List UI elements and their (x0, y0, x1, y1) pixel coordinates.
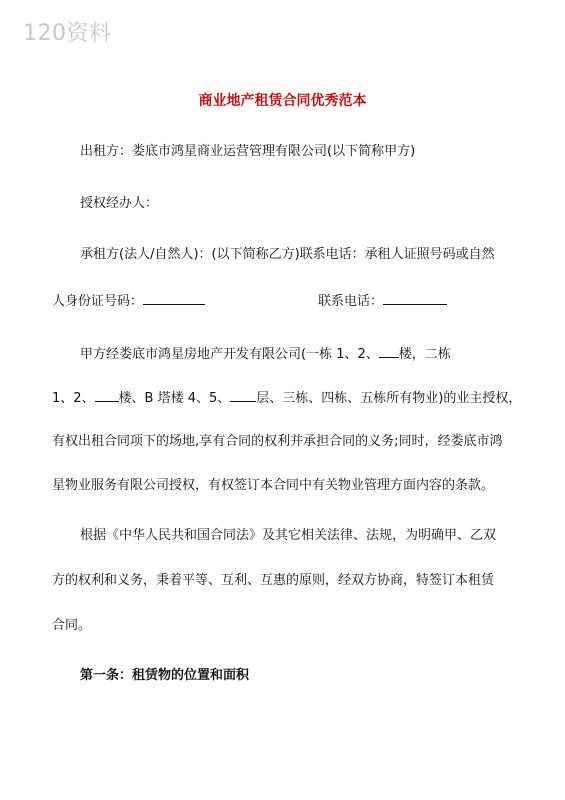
para2-line1: 根据《中华人民共和国合同法》及其它相关法律、法规，为明确甲、乙双 (80, 528, 497, 543)
para1-line1 (80, 344, 451, 364)
lessee-id-line (52, 291, 205, 311)
para2-line2: 方的权利和义务，秉着平等、互利、互惠的原则，经双方协商，特签订本租赁 (52, 573, 495, 588)
para1-text-b: 楼，二栋 (398, 347, 451, 362)
para1-line4: 星物业服务有限公司授权，有权签订本合同中有关物业管理方面内容的条款。 (52, 478, 495, 493)
para2-line3: 合同。 (52, 618, 92, 633)
lessor-line: 出租方：娄底市鸿星商业运营管理有限公司(以下简称甲方) (80, 144, 416, 159)
watermark-logo: 120资料 (23, 21, 112, 46)
building2-floor-blank (95, 388, 119, 402)
phone-label: 联系电话： (318, 294, 384, 309)
lessee-line: 承租方(法人/自然人)：(以下简称乙方)联系电话：承租人证照号码或自然 (80, 247, 495, 262)
para1-text-e: 层、三栋、四栋、五栋所有物业)的业主授权， (256, 391, 522, 406)
agent-line: 授权经办人： (80, 196, 159, 211)
para1-line2 (52, 388, 521, 408)
para1-text-a: 甲方经娄底市鸿星房地产开发有限公司(一栋 1、2、 (80, 347, 379, 362)
para1-text-d: 楼、B 塔楼 4、5、 (118, 391, 231, 406)
id-number-label: 人身份证号码： (52, 294, 144, 309)
lessee-phone-line (318, 291, 447, 311)
para1-text-c: 1、2、 (52, 391, 95, 406)
building1-floor-blank (379, 344, 399, 358)
para1-line3: 有权出租合同项下的场地,享有合同的权利并承担合同的义务;同时，经娄底市鸿 (52, 434, 503, 449)
id-number-blank (143, 291, 205, 305)
phone-blank (383, 291, 447, 305)
article1-heading: 第一条：租赁物的位置和面积 (80, 668, 250, 683)
document-title: 商业地产租赁合同优秀范本 (198, 93, 367, 109)
tower-floor-blank (230, 388, 256, 402)
